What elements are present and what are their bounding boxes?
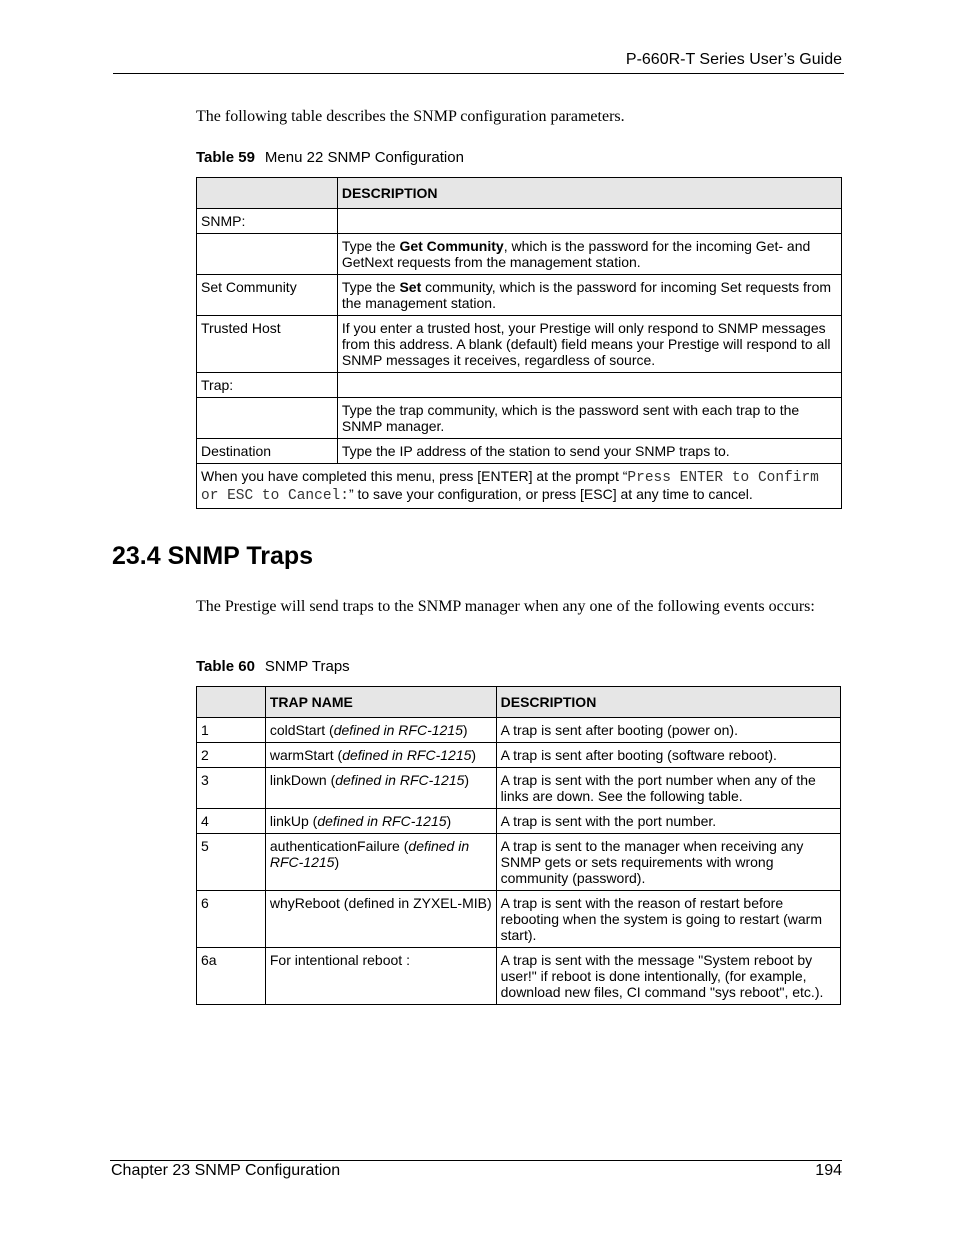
field-label-cell: Set Community (197, 275, 338, 316)
trap-description-cell: A trap is sent with the port number when any of the links are down. See the following table. (496, 768, 840, 809)
snmp-traps-table (196, 686, 841, 1005)
table-row (197, 743, 841, 768)
text-run: ) (462, 722, 468, 738)
page-header-title: P-660R-T Series User’s Guide (625, 51, 842, 68)
trap-number-cell: 6a (197, 948, 266, 1005)
text-run: If you enter a trusted host, your Prestige will only respond to SNMP messages from this address. A blank (default) field means your Prestige will respond to all SNMP messages it receives, regardless of source. (341, 320, 831, 368)
field-label-cell (197, 234, 338, 275)
trap-description-cell: A trap is sent with the reason of restart before rebooting when the system is going to restart (warm start). (496, 891, 840, 948)
snmp-config-table (196, 177, 842, 509)
trap-number-cell: 4 (197, 809, 266, 834)
text-run: ) (471, 747, 477, 763)
text-run: , which is the password for the incoming Get- and GetNext requests from the management station. (341, 238, 811, 270)
table-header-cell (197, 687, 266, 718)
field-label-cell: Destination (197, 439, 338, 464)
footer-rule (110, 1160, 842, 1161)
table-row (197, 768, 841, 809)
field-label-cell: SNMP: (197, 209, 338, 234)
intro-paragraph: The following table describes the SNMP configuration parameters. (196, 108, 625, 125)
field-label-cell: Trusted Host (197, 316, 338, 373)
traps-paragraph: The Prestige will send traps to the SNMP manager when any one of the following events occurs: (196, 598, 815, 615)
italic-text: defined in RFC-1215 (269, 838, 470, 870)
text-run: ) (464, 772, 470, 788)
text-run: linkDown ( (269, 772, 336, 788)
trap-name-cell (265, 891, 496, 948)
table60-caption-title: SNMP Traps (264, 658, 350, 675)
trap-name-cell (265, 834, 496, 891)
text-run: community, which is the password for incoming Set requests from the management station. (341, 279, 832, 311)
table-row (197, 234, 842, 275)
bold-text: Get Community (399, 238, 504, 254)
text-run: Type the IP address of the station to send your SNMP traps to. (341, 443, 730, 459)
table-header-row (197, 687, 841, 718)
text-run: Type the (341, 238, 400, 254)
field-description-cell (337, 373, 841, 398)
text-run: coldStart ( (269, 722, 334, 738)
table60-caption-label: Table 60 (196, 658, 255, 675)
trap-description-cell: A trap is sent with the port number. (496, 809, 840, 834)
trap-name-cell (265, 948, 496, 1005)
table60-caption (196, 658, 350, 675)
trap-number-cell: 1 (197, 718, 266, 743)
trap-number-cell: 3 (197, 768, 266, 809)
trap-description-cell: A trap is sent to the manager when receiving any SNMP gets or sets requirements with wrong community (password). (496, 834, 840, 891)
table-row (197, 209, 842, 234)
text-run: linkUp ( (269, 813, 318, 829)
table-header-cell: TRAP NAME (265, 687, 496, 718)
field-description-cell (337, 275, 841, 316)
table-row (197, 809, 841, 834)
table-row (197, 718, 841, 743)
text-run: warmStart ( (269, 747, 343, 763)
table-row (197, 373, 842, 398)
text-run: When you have completed this menu, press [ENTER] at the prompt “ (201, 468, 628, 484)
trap-description-cell: A trap is sent with the message "System reboot by user!" if reboot is done intentionally, (for example, download new files, CI command "sys reboot", etc.). (496, 948, 840, 1005)
table-row (197, 275, 842, 316)
bold-text: Set (399, 279, 422, 295)
footer-chapter: Chapter 23 SNMP Configuration (111, 1162, 341, 1179)
trap-number-cell: 2 (197, 743, 266, 768)
trap-name-cell (265, 718, 496, 743)
text-run: authenticationFailure ( (269, 838, 409, 854)
text-run: whyReboot (defined in ZYXEL-MIB) (269, 895, 492, 911)
table-header-cell: DESCRIPTION (496, 687, 840, 718)
section-heading: 23.4 SNMP Traps (112, 542, 314, 570)
table-row (197, 834, 841, 891)
trap-name-cell (265, 743, 496, 768)
trap-description-cell: A trap is sent after booting (software reboot). (496, 743, 840, 768)
table-header-cell (197, 178, 338, 209)
trap-name-cell (265, 768, 496, 809)
trap-number-cell: 6 (197, 891, 266, 948)
table-row (197, 891, 841, 948)
table59-caption-title: Menu 22 SNMP Configuration (264, 149, 464, 166)
field-description-cell (337, 439, 841, 464)
header-rule (113, 73, 844, 74)
trap-description-cell: A trap is sent after booting (power on). (496, 718, 840, 743)
footer-page-number: 194 (815, 1162, 842, 1179)
field-description-cell (337, 398, 841, 439)
table-footer-note (197, 464, 842, 509)
field-label-cell (197, 398, 338, 439)
text-run: For intentional reboot : (269, 952, 410, 968)
table59-caption-label: Table 59 (196, 149, 255, 166)
field-description-cell (337, 316, 841, 373)
table-header-row (197, 178, 842, 209)
field-label-cell: Trap: (197, 373, 338, 398)
italic-text: defined in RFC-1215 (335, 772, 465, 788)
field-description-cell (337, 209, 841, 234)
italic-text: defined in RFC-1215 (342, 747, 472, 763)
trap-name-cell (265, 809, 496, 834)
text-run: Type the trap community, which is the password sent with each trap to the SNMP manager. (341, 402, 800, 434)
table-row (197, 398, 842, 439)
table-footer-row (197, 464, 842, 509)
italic-text: defined in RFC-1215 (317, 813, 447, 829)
text-run: Type the (341, 279, 400, 295)
field-description-cell (337, 234, 841, 275)
table-header-cell: DESCRIPTION (337, 178, 841, 209)
prompt-text: Press ENTER to Confirm or ESC to Cancel: (201, 470, 819, 504)
table-row (197, 948, 841, 1005)
text-run: ) (446, 813, 452, 829)
trap-number-cell: 5 (197, 834, 266, 891)
text-run: ) (334, 854, 340, 870)
table-row (197, 316, 842, 373)
text-run: ” to save your configuration, or press [ESC] at any time to cancel. (348, 486, 753, 502)
table-row (197, 439, 842, 464)
table59-caption (196, 149, 464, 166)
italic-text: defined in RFC-1215 (333, 722, 463, 738)
